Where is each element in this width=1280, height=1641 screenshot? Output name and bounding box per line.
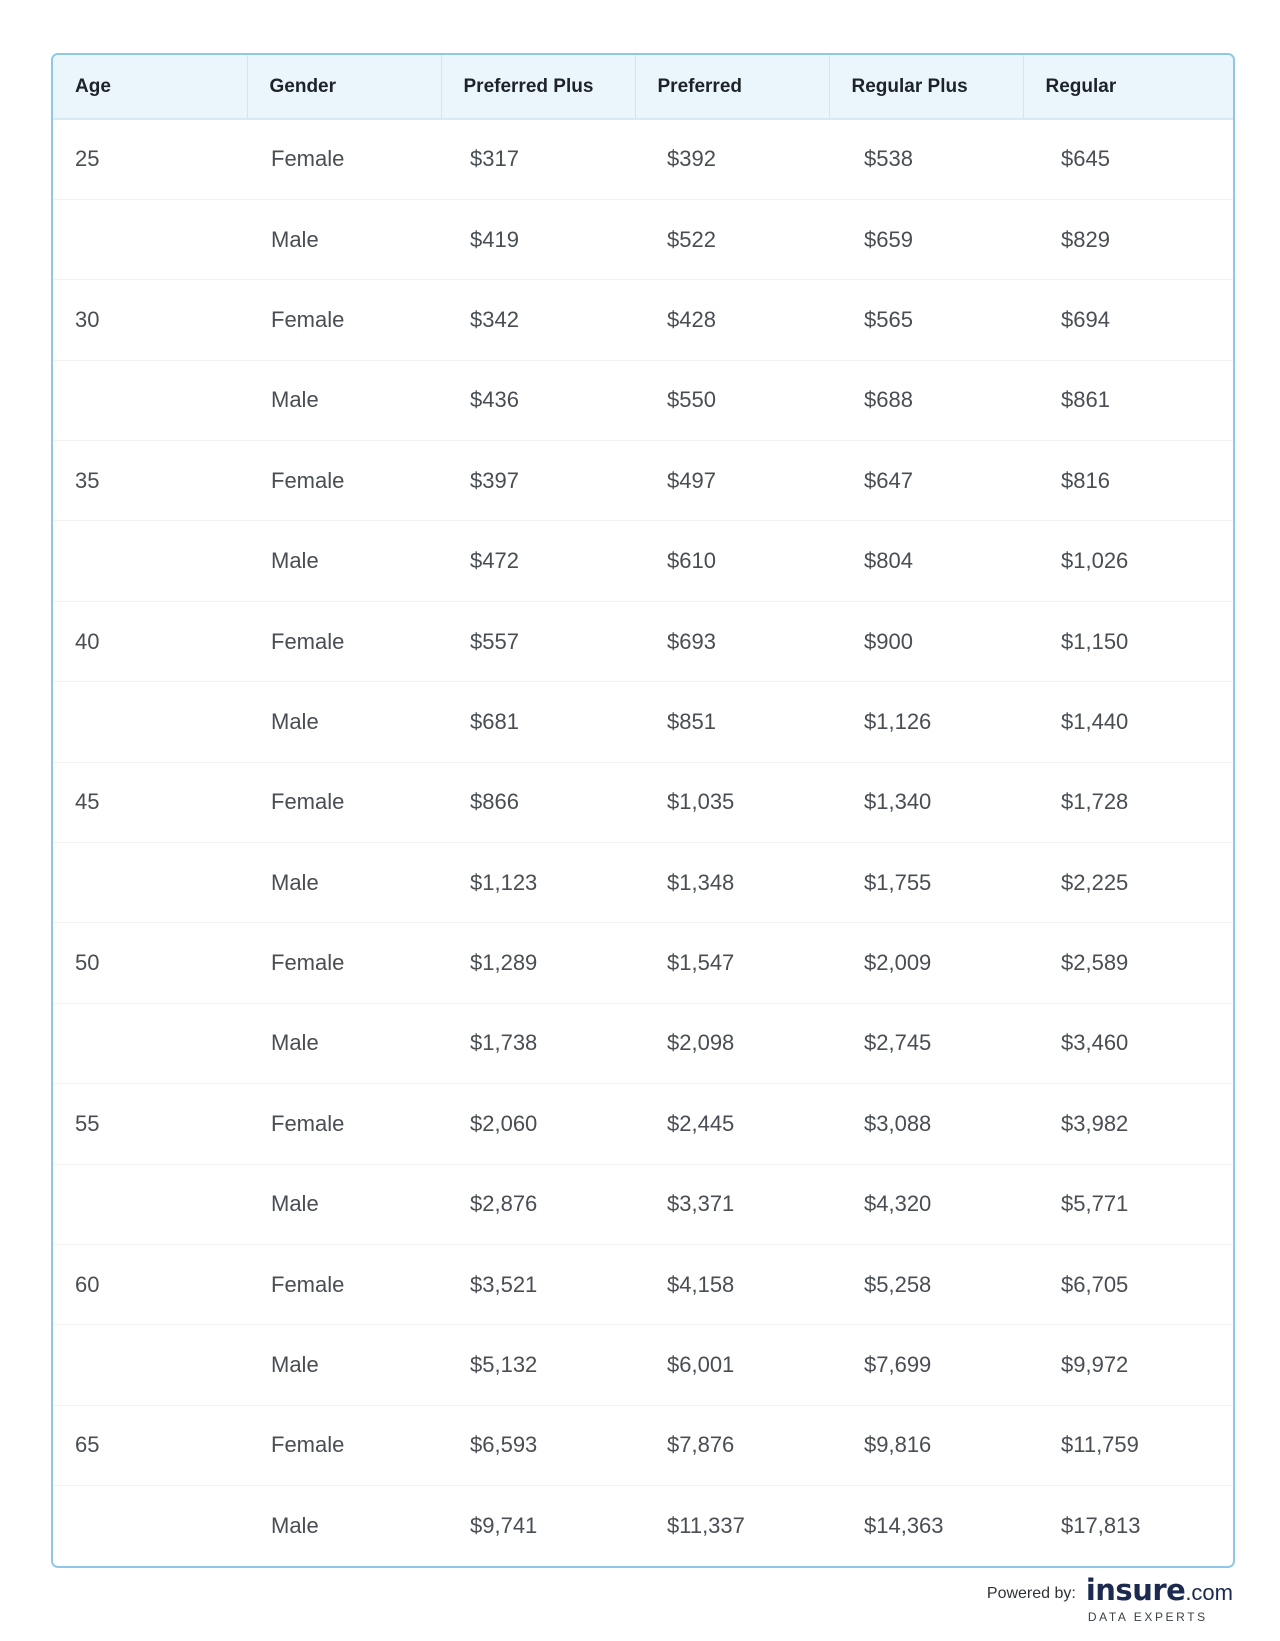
cell-regular-plus: $538 bbox=[829, 119, 1023, 199]
cell-preferred-plus: $317 bbox=[441, 119, 635, 199]
cell-preferred-plus: $2,876 bbox=[441, 1164, 635, 1244]
cell-regular: $3,460 bbox=[1023, 1003, 1233, 1083]
cell-preferred: $1,547 bbox=[635, 923, 829, 1003]
cell-preferred: $4,158 bbox=[635, 1244, 829, 1324]
cell-preferred-plus: $436 bbox=[441, 360, 635, 440]
cell-gender: Female bbox=[247, 1405, 441, 1485]
cell-regular: $1,026 bbox=[1023, 521, 1233, 601]
cell-gender: Female bbox=[247, 923, 441, 1003]
table-row bbox=[53, 762, 1233, 842]
header-row bbox=[53, 55, 1233, 119]
cell-age bbox=[53, 843, 247, 923]
logo-text: insure bbox=[1085, 1573, 1186, 1607]
cell-regular: $1,150 bbox=[1023, 601, 1233, 681]
cell-gender: Female bbox=[247, 762, 441, 842]
cell-preferred: $6,001 bbox=[635, 1325, 829, 1405]
cell-age: 55 bbox=[53, 1084, 247, 1164]
cell-regular-plus: $14,363 bbox=[864, 1513, 944, 1539]
table-row bbox=[53, 1084, 1233, 1164]
cell-age: 65 bbox=[53, 1405, 247, 1485]
cell-regular-plus: $647 bbox=[829, 441, 1023, 521]
cell-gender: Female bbox=[247, 119, 441, 199]
cell-age: 35 bbox=[53, 441, 247, 521]
cell-preferred-plus: $866 bbox=[441, 762, 635, 842]
cell-age bbox=[53, 1486, 247, 1566]
cell-regular: $3,982 bbox=[1023, 1084, 1233, 1164]
cell-preferred-plus: $1,289 bbox=[441, 923, 635, 1003]
cell-regular-plus: $2,745 bbox=[829, 1003, 1023, 1083]
cell-gender: Female bbox=[247, 441, 441, 521]
cell-preferred: $7,876 bbox=[635, 1405, 829, 1485]
cell-age: 30 bbox=[53, 280, 247, 360]
cell-regular: $861 bbox=[1023, 360, 1233, 440]
cell-preferred-plus: $397 bbox=[441, 441, 635, 521]
powered-by-badge bbox=[986, 1573, 1233, 1624]
cell-gender: Female bbox=[247, 280, 441, 360]
cell-gender: Male bbox=[247, 1164, 441, 1244]
cell-preferred: $1,348 bbox=[635, 843, 829, 923]
cell-preferred-plus: $472 bbox=[441, 521, 635, 601]
table-row bbox=[53, 1244, 1233, 1324]
table-row bbox=[53, 119, 1233, 199]
cell-regular-plus: $1,340 bbox=[829, 762, 1023, 842]
table-row bbox=[53, 1405, 1233, 1485]
cell-regular: $2,225 bbox=[1023, 843, 1233, 923]
cell-regular-plus: $5,258 bbox=[829, 1244, 1023, 1324]
cell-age bbox=[53, 1164, 247, 1244]
cell-preferred-plus: $1,738 bbox=[441, 1003, 635, 1083]
cell-regular-plus: $9,816 bbox=[829, 1405, 1023, 1485]
cell-preferred: $2,098 bbox=[635, 1003, 829, 1083]
cell-gender: Male bbox=[247, 1003, 441, 1083]
cell-regular: $645 bbox=[1023, 119, 1233, 199]
cell-gender: Male bbox=[247, 682, 441, 762]
table-row bbox=[53, 601, 1233, 681]
column-header-regular: Regular bbox=[1023, 55, 1233, 119]
cell-regular: $11,759 bbox=[1023, 1405, 1233, 1485]
logo-suffix: .com bbox=[1185, 1580, 1233, 1605]
cell-regular-plus: $1,755 bbox=[829, 843, 1023, 923]
table-row bbox=[53, 280, 1233, 360]
cell-regular: $2,589 bbox=[1023, 923, 1233, 1003]
cell-preferred: $522 bbox=[635, 199, 829, 279]
cell-preferred: $2,445 bbox=[635, 1084, 829, 1164]
cell-preferred: $11,337 bbox=[667, 1513, 745, 1539]
table-header bbox=[53, 55, 1233, 119]
cell-preferred-plus: $1,123 bbox=[441, 843, 635, 923]
logo-tagline: DATA EXPERTS bbox=[1087, 1610, 1208, 1624]
cell-age bbox=[53, 360, 247, 440]
cell-gender: Male bbox=[271, 1513, 319, 1539]
cell-age bbox=[53, 199, 247, 279]
cell-regular: $1,728 bbox=[1023, 762, 1233, 842]
column-header-preferred: Preferred bbox=[635, 55, 829, 119]
cell-preferred-plus: $6,593 bbox=[441, 1405, 635, 1485]
table-row bbox=[53, 923, 1233, 1003]
cell-gender: Male bbox=[247, 1325, 441, 1405]
cell-regular: $829 bbox=[1023, 199, 1233, 279]
cell-preferred-plus: $419 bbox=[441, 199, 635, 279]
cell-preferred: $428 bbox=[635, 280, 829, 360]
cell-age: 45 bbox=[53, 762, 247, 842]
cell-age bbox=[53, 1003, 247, 1083]
table-row bbox=[53, 1325, 1233, 1405]
cell-regular-plus: $1,126 bbox=[829, 682, 1023, 762]
cell-regular: $5,771 bbox=[1023, 1164, 1233, 1244]
cell-age: 60 bbox=[53, 1244, 247, 1324]
cell-age bbox=[53, 1325, 247, 1405]
cell-age: 50 bbox=[53, 923, 247, 1003]
cell-preferred: $3,371 bbox=[635, 1164, 829, 1244]
cell-preferred-plus: $9,741 bbox=[470, 1513, 538, 1539]
table-row bbox=[53, 441, 1233, 521]
cell-preferred: $1,035 bbox=[635, 762, 829, 842]
cell-preferred: $550 bbox=[635, 360, 829, 440]
cell-regular: $1,440 bbox=[1023, 682, 1233, 762]
cell-gender: Female bbox=[247, 601, 441, 681]
cell-age: 40 bbox=[53, 601, 247, 681]
column-header-regular-plus: Regular Plus bbox=[829, 55, 1023, 119]
cell-gender: Male bbox=[247, 360, 441, 440]
table-row bbox=[53, 360, 1233, 440]
cell-preferred: $851 bbox=[635, 682, 829, 762]
cell-preferred-plus: $681 bbox=[441, 682, 635, 762]
logo-wordmark bbox=[1085, 1573, 1233, 1607]
cell-preferred-plus: $342 bbox=[441, 280, 635, 360]
table-row bbox=[53, 1164, 1233, 1244]
cell-regular: $694 bbox=[1023, 280, 1233, 360]
cell-gender: Female bbox=[247, 1244, 441, 1324]
rates-table bbox=[53, 55, 1233, 1566]
table-row bbox=[53, 199, 1233, 279]
cell-regular-plus: $2,009 bbox=[829, 923, 1023, 1003]
table-row bbox=[53, 521, 1233, 601]
cell-regular-plus: $688 bbox=[829, 360, 1023, 440]
cell-preferred: $693 bbox=[635, 601, 829, 681]
cell-regular-plus: $4,320 bbox=[829, 1164, 1023, 1244]
cell-regular: $17,813 bbox=[1061, 1513, 1141, 1539]
cell-preferred-plus: $2,060 bbox=[441, 1084, 635, 1164]
cell-preferred-plus: $557 bbox=[441, 601, 635, 681]
cell-regular: $816 bbox=[1023, 441, 1233, 521]
cell-preferred: $392 bbox=[635, 119, 829, 199]
cell-preferred-plus: $3,521 bbox=[441, 1244, 635, 1324]
column-header-preferred-plus: Preferred Plus bbox=[441, 55, 635, 119]
cell-age bbox=[53, 682, 247, 762]
rates-table-card bbox=[51, 53, 1235, 1568]
column-header-age: Age bbox=[53, 55, 247, 119]
cell-preferred: $497 bbox=[635, 441, 829, 521]
powered-by-label: Powered by: bbox=[986, 1585, 1076, 1602]
brand-logo bbox=[1085, 1573, 1233, 1624]
table-row bbox=[53, 1486, 1233, 1566]
cell-age: 25 bbox=[53, 119, 247, 199]
cell-regular-plus: $900 bbox=[829, 601, 1023, 681]
column-header-gender: Gender bbox=[247, 55, 441, 119]
table-row bbox=[53, 682, 1233, 762]
table-body bbox=[53, 119, 1233, 1566]
cell-age bbox=[53, 521, 247, 601]
cell-regular: $6,705 bbox=[1023, 1244, 1233, 1324]
cell-regular-plus: $565 bbox=[829, 280, 1023, 360]
cell-preferred: $610 bbox=[635, 521, 829, 601]
cell-preferred-plus: $5,132 bbox=[441, 1325, 635, 1405]
cell-regular-plus: $804 bbox=[829, 521, 1023, 601]
cell-gender: Male bbox=[247, 521, 441, 601]
cell-gender: Male bbox=[247, 843, 441, 923]
cell-regular-plus: $3,088 bbox=[829, 1084, 1023, 1164]
cell-regular-plus: $659 bbox=[829, 199, 1023, 279]
table-row bbox=[53, 843, 1233, 923]
cell-gender: Male bbox=[247, 199, 441, 279]
cell-regular-plus: $7,699 bbox=[829, 1325, 1023, 1405]
cell-regular: $9,972 bbox=[1023, 1325, 1233, 1405]
cell-gender: Female bbox=[247, 1084, 441, 1164]
table-row bbox=[53, 1003, 1233, 1083]
